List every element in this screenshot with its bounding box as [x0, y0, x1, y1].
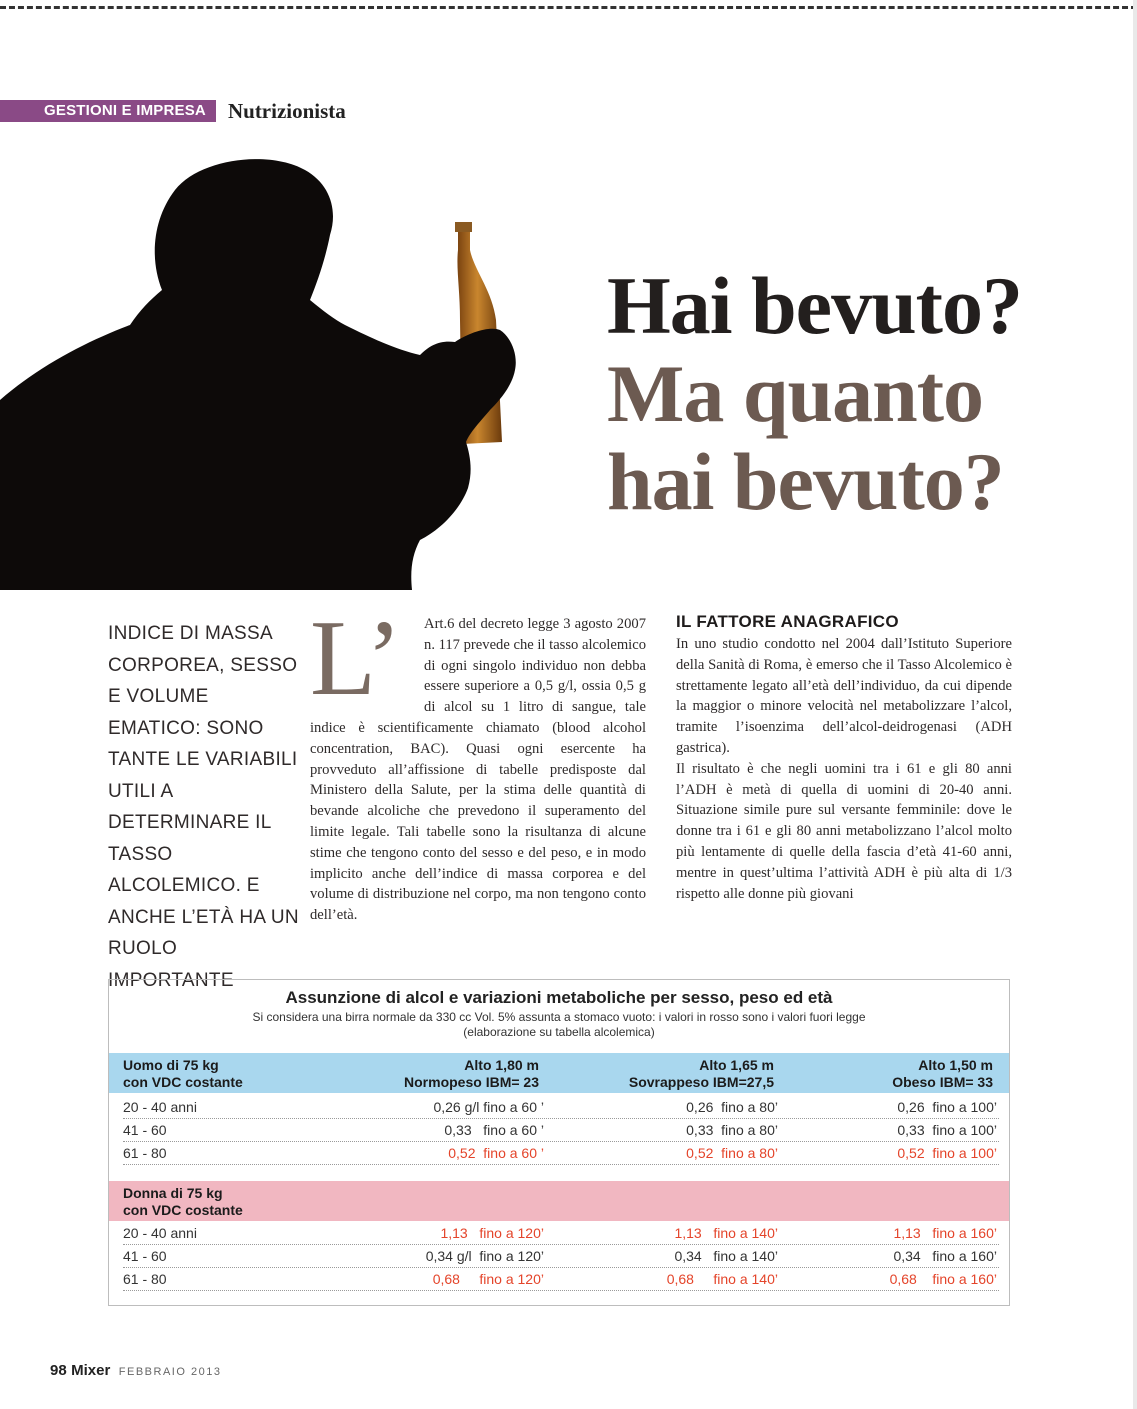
row-age: 20 - 40 anni [123, 1225, 197, 1241]
table-subtitle [109, 1010, 1009, 1040]
column-height: Alto 1,50 m [918, 1057, 993, 1073]
men-label [123, 1057, 243, 1091]
cell-value: 0,26 fino a 100’ [897, 1099, 997, 1115]
cell-value-out-of-law: 1,13 fino a 140’ [674, 1225, 778, 1241]
table-row [123, 1119, 999, 1142]
headline-line-2: Ma quanto [607, 348, 984, 439]
page-edge [1133, 0, 1137, 1409]
column-header-sovrappeso [629, 1057, 774, 1091]
cell-value-out-of-law: 1,13 fino a 160’ [893, 1225, 997, 1241]
cell-value: 0,26 fino a 80’ [686, 1099, 778, 1115]
page-number: 98 [50, 1362, 67, 1379]
column-height: Alto 1,80 m [464, 1057, 539, 1073]
headline-line-1: Hai bevuto? [607, 260, 1022, 351]
table-row [123, 1268, 999, 1291]
article-body: Art.6 del decreto legge 3 agosto 2007 n. 117 prevede che il tasso alcolemico di ogni singolo individuo non debba essere superiore a 0,5 g/l, ossia 0,5 g di alcol su 1 litro di sangue, tale indice è scientificamente chiamato (blood alcohol concentration, BAC). Quasi ogni esercente ha provveduto all’affissione di tabelle predisposte dal Ministero della Salute, per la stima delle quantità di bevande alcoliche che prevedono il superamento del limite legale. Tali tabelle sono la risultanza di alcune stime che tengono conto del sesso e del peso, e in modo implicito anche dell’indice di massa corporea e del volume di distribuzione nel corpo, ma non tengono conto dell’età. [310, 616, 646, 924]
issue-date: FEBBRAIO 2013 [118, 1366, 222, 1378]
table-row [123, 1245, 999, 1268]
column-height: Alto 1,65 m [699, 1057, 774, 1073]
article-paragraph-2: In uno studio condotto nel 2004 dall’Istituto Superiore della Sanità di Roma, è emerso che il Tasso Alcolemico è strettamente legato all’età dell’individuo, da cui dipende la maggior o minore velocità nel metabolizzare l’alcol, tramite l’isoenzima dell’alcol-deidrogenasi (ADH gastrica). [676, 636, 1012, 756]
row-age: 41 - 60 [123, 1122, 167, 1138]
cell-value: 0,34 fino a 160’ [893, 1248, 997, 1264]
cell-value: 0,26 g/l fino a 60 ’ [433, 1099, 544, 1115]
column-ibm: Sovrappeso IBM=27,5 [628, 1074, 774, 1090]
drop-cap: L’ [310, 599, 403, 718]
cell-value-out-of-law: 0,68 fino a 140’ [666, 1271, 778, 1287]
headline [607, 262, 1127, 526]
man-silhouette [0, 159, 516, 590]
cell-value: 0,34 fino a 140’ [674, 1248, 778, 1264]
subheading: IL FATTORE ANAGRAFICO [676, 612, 899, 631]
men-label-line-2: con VDC costante [123, 1074, 243, 1090]
headline-line-3: hai bevuto? [607, 436, 1004, 527]
women-label-line-1: Donna di 75 kg [123, 1185, 223, 1201]
cell-value-out-of-law: 1,13 fino a 120’ [440, 1225, 544, 1241]
column-ibm: Obeso IBM= 33 [892, 1074, 993, 1090]
table-row [123, 1142, 999, 1165]
cell-value-out-of-law: 0,68 fino a 160’ [889, 1271, 997, 1287]
table-subtitle-line-2: (elaborazione su tabella alcolemica) [463, 1025, 655, 1039]
row-age: 61 - 80 [123, 1145, 167, 1161]
table-title: Assunzione di alcol e variazioni metaboliche per sesso, peso ed età [285, 988, 833, 1007]
silhouette-photo [0, 150, 530, 590]
article-column-1 [310, 599, 646, 926]
top-dashed-border [0, 6, 1137, 9]
row-age: 20 - 40 anni [123, 1099, 197, 1115]
men-label-line-1: Uomo di 75 kg [123, 1057, 219, 1073]
article-paragraph-3: Il risultato è che negli uomini tra i 61 e gli 80 anni l’ADH è metà di quella di uomini di 20-40 anni. Situazione simile pure sul versante femminile: dove le donne tra i 61 e gli 80 anni metabolizzano l’alcol molto più lentamente di quelle della fascia d’età 41-60 anni, mentre in quest’ultima l’attività ADH è più alta di 1/3 rispetto alle donne più giovani [676, 760, 1012, 902]
bottle-cap [455, 222, 472, 232]
table-row [123, 1222, 999, 1245]
column-header-normopeso [404, 1057, 539, 1091]
row-age: 61 - 80 [123, 1271, 167, 1287]
cell-value: 0,34 g/l fino a 120’ [425, 1248, 544, 1264]
page-footer [50, 1362, 221, 1380]
table-subtitle-line-1: Si considera una birra normale da 330 cc Vol. 5% assunta a stomaco vuoto: i valori in rosso sono i valori fuori legge [252, 1010, 866, 1024]
article-column-2 [676, 612, 1012, 904]
section-header [0, 100, 346, 122]
men-header-band [109, 1053, 1009, 1093]
cell-value: 0,33 fino a 80’ [686, 1122, 778, 1138]
side-caption: INDICE DI MASSA CORPOREA, SESSO E VOLUME EMATICO: SONO TANTE LE VARIABILI UTILI A DETERMINARE IL TASSO ALCOLEMICO. E ANCHE L’ETÀ HA UN RUOLO IMPORTANTE [108, 623, 299, 991]
women-header-band [109, 1181, 1009, 1221]
cell-value-out-of-law: 0,52 fino a 60 ’ [448, 1145, 544, 1161]
column-header-obeso [892, 1057, 993, 1091]
section-tag: GESTIONI E IMPRESA [0, 100, 216, 122]
women-label-line-2: con VDC costante [123, 1202, 243, 1218]
alcohol-table [108, 979, 1010, 1306]
section-name: Nutrizionista [227, 98, 346, 123]
cell-value-out-of-law: 0,52 fino a 80’ [686, 1145, 778, 1161]
table-row [123, 1096, 999, 1119]
column-ibm: Normopeso IBM= 23 [404, 1074, 539, 1090]
cell-value: 0,33 fino a 60 ’ [444, 1122, 544, 1138]
cell-value-out-of-law: 0,68 fino a 120’ [432, 1271, 544, 1287]
women-label [123, 1185, 243, 1219]
cell-value: 0,33 fino a 100’ [897, 1122, 997, 1138]
magazine-name: Mixer [71, 1362, 111, 1379]
cell-value-out-of-law: 0,52 fino a 100’ [897, 1145, 997, 1161]
row-age: 41 - 60 [123, 1248, 167, 1264]
